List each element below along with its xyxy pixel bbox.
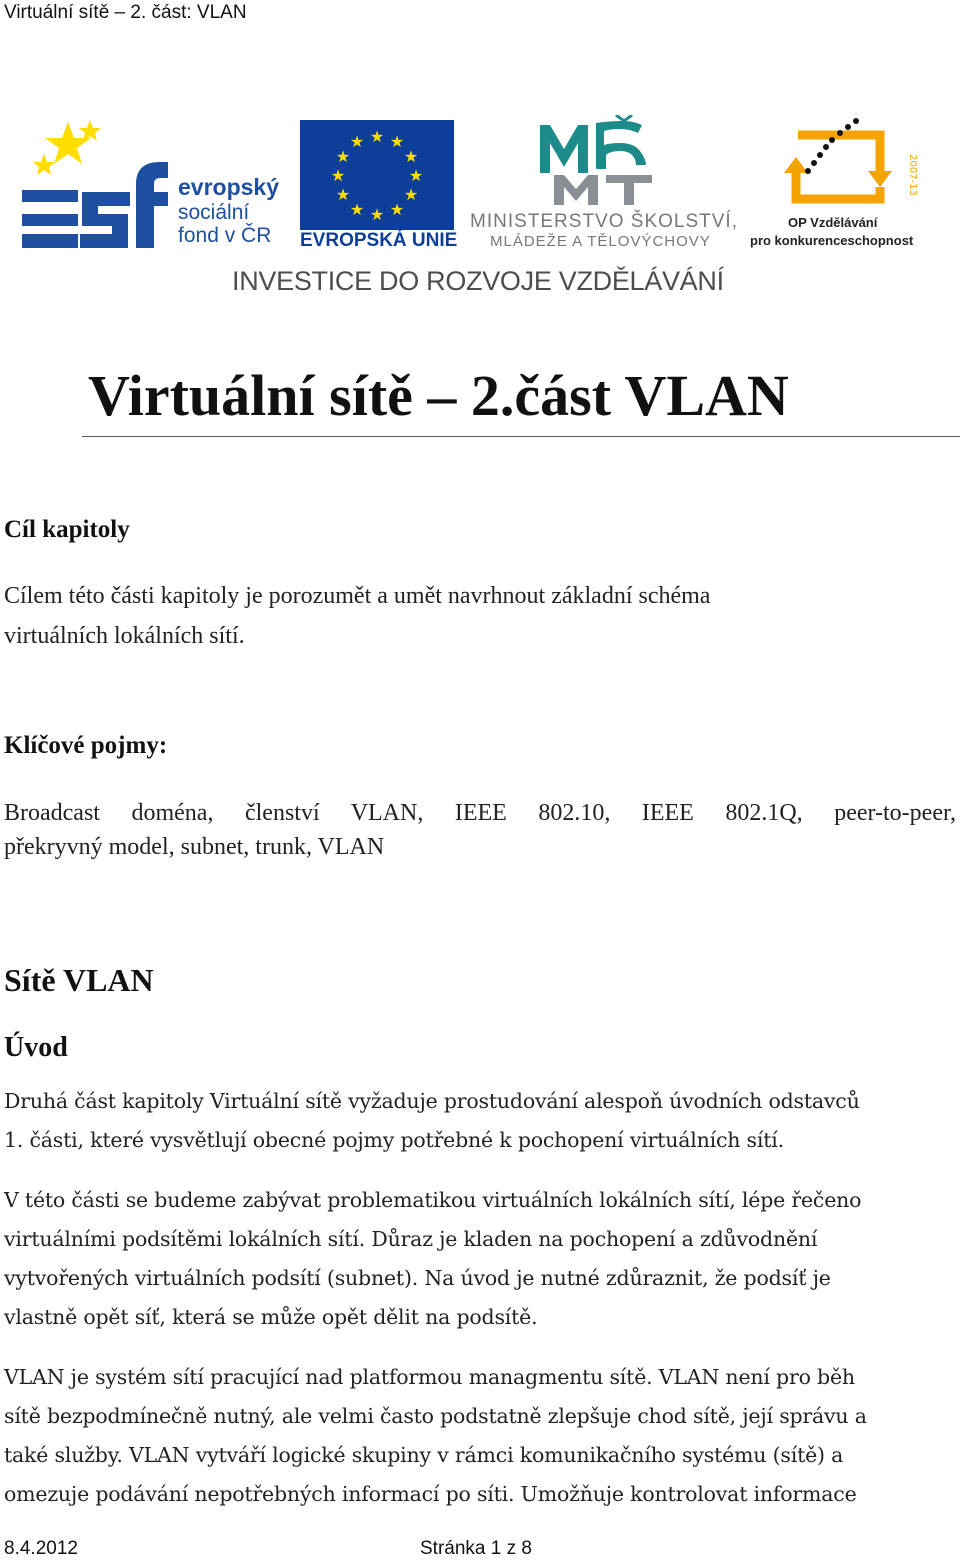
op-line2: pro konkurenceschopnost bbox=[750, 233, 914, 248]
svg-text:★: ★ bbox=[349, 132, 365, 151]
body-line: Druhá část kapitoly Virtuální sítě vyžaduje prostudování alespoň úvodních odstavců bbox=[4, 1089, 860, 1113]
body-line: virtuálními podsítěmi lokálních sítí. Důraz je kladen na pochopení a zdůvodnění bbox=[4, 1227, 818, 1251]
intro-heading: Úvod bbox=[4, 1032, 68, 1063]
body-paragraph bbox=[4, 1181, 956, 1337]
body-line: V této části se budeme zabývat problematikou virtuálních lokálních sítí, lépe řečeno bbox=[4, 1188, 862, 1212]
body-line: sítě bezpodmínečně nutný, ale velmi často podstatně zlepšuje chod sítě, její správu a bbox=[4, 1404, 867, 1428]
footer-date: 8.4.2012 bbox=[4, 1538, 78, 1559]
body-line: 1. části, které vysvětlují obecné pojmy potřebné k pochopení virtuálních sítí. bbox=[4, 1128, 784, 1152]
op-logo bbox=[748, 115, 928, 255]
esf-line3: fond v ČR bbox=[178, 224, 272, 247]
svg-text:★: ★ bbox=[403, 147, 419, 166]
body-line: vlastně opět síť, která se může opět dělit na podsítě. bbox=[4, 1305, 538, 1329]
msmt-logo bbox=[466, 115, 741, 255]
msmt-emblem-icon bbox=[466, 115, 741, 210]
body-line: omezuje podávání nepotřebných informací po síti. Umožňuje kontrolovat informace bbox=[4, 1482, 857, 1506]
svg-text:★: ★ bbox=[335, 147, 351, 166]
svg-text:★: ★ bbox=[369, 205, 385, 224]
msmt-line1: MINISTERSTVO ŠKOLSTVÍ, bbox=[470, 211, 738, 232]
svg-text:★: ★ bbox=[408, 166, 424, 185]
goal-heading: Cíl kapitoly bbox=[4, 516, 130, 543]
eu-logo bbox=[300, 118, 460, 253]
svg-text:★: ★ bbox=[403, 185, 419, 204]
svg-text:★: ★ bbox=[389, 200, 405, 219]
keywords-line: překryvný model, subnet, trunk, VLAN bbox=[4, 834, 385, 860]
document-title: Virtuální sítě – 2.část VLAN bbox=[88, 363, 789, 428]
footer-page-number: Stránka 1 z 8 bbox=[420, 1538, 532, 1559]
keywords-paragraph bbox=[4, 796, 956, 864]
title-rule bbox=[82, 436, 960, 437]
body-line: také služby. VLAN vytváří logické skupiny v rámci komunikačního systému (sítě) a bbox=[4, 1443, 844, 1467]
svg-text:★: ★ bbox=[330, 166, 346, 185]
goal-paragraph bbox=[4, 576, 944, 656]
keywords-heading: Klíčové pojmy: bbox=[4, 732, 168, 759]
msmt-line2: MLÁDEŽE A TĚLOVÝCHOVY bbox=[490, 233, 711, 250]
logo-tagline: INVESTICE DO ROZVOJE VZDĚLÁVÁNÍ bbox=[232, 266, 724, 296]
op-years: 2007-13 bbox=[907, 154, 918, 196]
body-paragraph bbox=[4, 1082, 956, 1160]
keywords-line: Broadcast doména, členství VLAN, IEEE 802.10, IEEE 802.1Q, peer-to-peer, bbox=[4, 800, 956, 826]
svg-text:★: ★ bbox=[349, 200, 365, 219]
esf-line1: evropský bbox=[178, 174, 280, 200]
eu-text: EVROPSKÁ UNIE bbox=[300, 230, 458, 251]
op-emblem-icon bbox=[748, 115, 928, 215]
goal-line: virtuálních lokálních sítí. bbox=[4, 623, 245, 649]
body-paragraph bbox=[4, 1358, 956, 1514]
svg-text:★: ★ bbox=[335, 185, 351, 204]
esf-line2: sociální bbox=[178, 201, 250, 224]
op-line1: OP Vzdělávání bbox=[788, 215, 878, 230]
svg-text:★: ★ bbox=[369, 127, 385, 146]
eu-flag-icon bbox=[300, 120, 454, 230]
svg-text:★: ★ bbox=[389, 132, 405, 151]
body-line: VLAN je systém sítí pracující nad platformou managmentu sítě. VLAN není pro běh bbox=[4, 1365, 855, 1389]
esf-logo bbox=[20, 118, 290, 253]
body-line: vytvořených virtuálních podsítí (subnet). Na úvod je nutné zdůraznit, že podsíť je bbox=[4, 1266, 831, 1290]
running-header: Virtuální sítě – 2. část: VLAN bbox=[4, 2, 247, 23]
section-heading: Sítě VLAN bbox=[4, 962, 154, 998]
goal-line: Cílem této části kapitoly je porozumět a umět navrhnout základní schéma bbox=[4, 583, 711, 609]
